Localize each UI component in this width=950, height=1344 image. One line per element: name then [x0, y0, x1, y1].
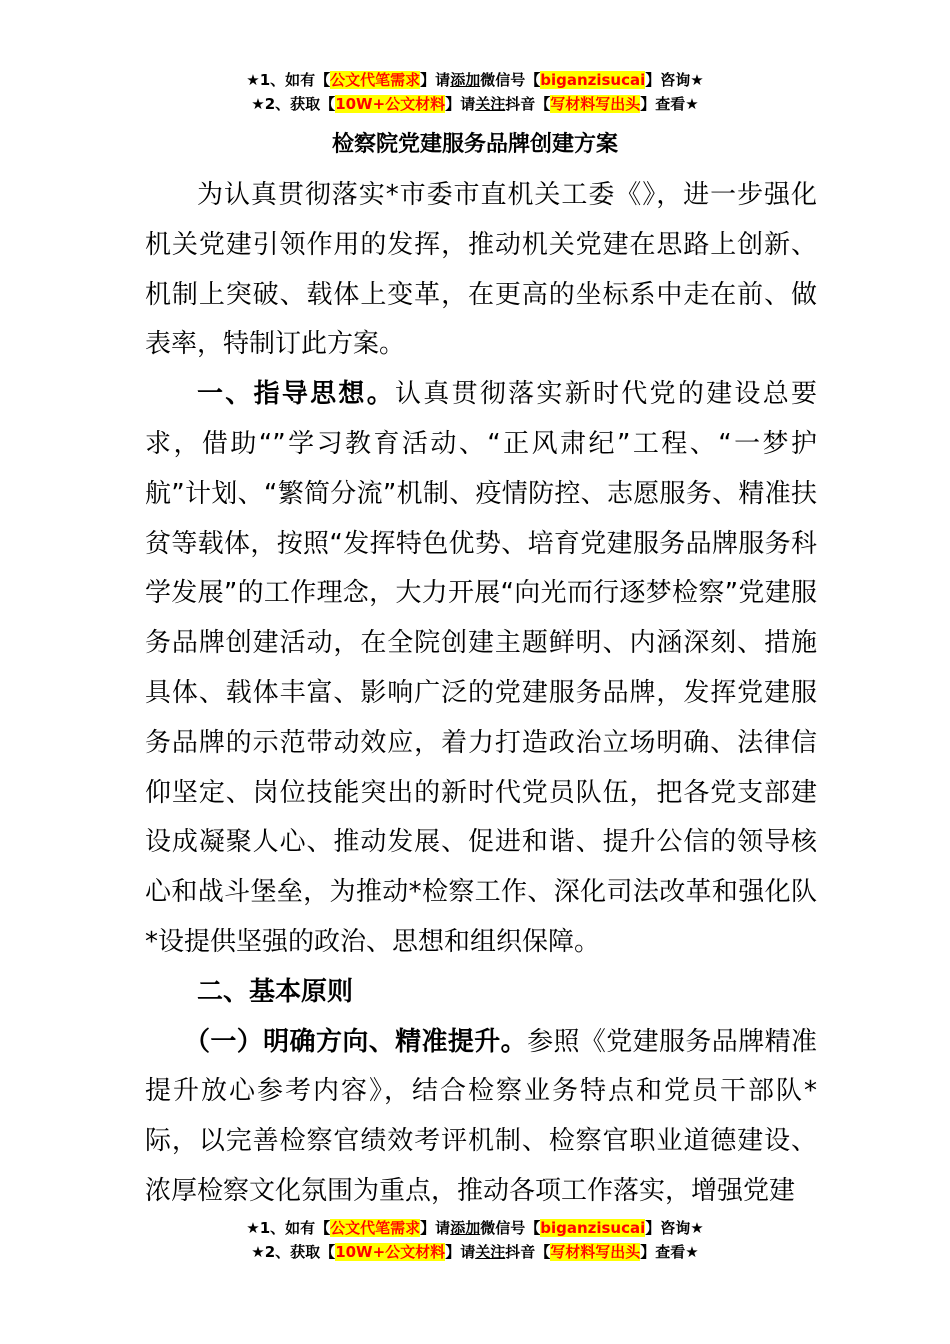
- promo-text: 】请: [420, 1219, 451, 1237]
- promo-highlight: 10W+公文材料: [335, 95, 446, 113]
- promo-text: ★2、获取【: [251, 1243, 336, 1261]
- intro-paragraph: 为认真贯彻落实*市委市直机关工委《》，进一步强化机关党建引领作用的发挥，推动机关党建在思路上创新、机制上突破、载体上变革，在更高的坐标系中走在前、做表率，特制订此方案。: [145, 180, 817, 360]
- promo-text: 】请: [445, 1243, 476, 1261]
- promo-highlight: 10W+公文材料: [335, 1243, 446, 1261]
- section-1-paragraph: [145, 370, 817, 968]
- promo-text: 微信号【: [480, 1219, 541, 1237]
- promo-line-1: [0, 1216, 950, 1240]
- section-2-heading: 二、基本原则: [197, 976, 354, 1007]
- section-1-text: 认真贯彻落实新时代党的建设总要求，借助“”学习教育活动、“正风肃纪”工程、“一梦护航”计划、“繁简分流”机制、疫情防控、志愿服务、精准扶贫等载体，按照“发挥特色优势、培育党建服务品牌服务科学发展”的工作理念，大力开展“向光而行逐梦检察”党建服务品牌创建活动，在全院创建主题鲜明、内涵深刻、措施具体、载体丰富、影响广泛的党建服务品牌，发挥党建服务品牌的示范带动效应，着力打造政治立场明确、法律信仰坚定、岗位技能突出的新时代党员队伍，把各党支部建设成凝聚人心、推动发展、促进和谐、提升公信的领导核心和战斗堡垒，为推动*检察工作、深化司法改革和强化队*设提供坚强的政治、思想和组织保障。: [145, 379, 817, 957]
- promo-wechat-id: biganzisucai: [540, 1219, 646, 1237]
- promo-text: 抖音【: [505, 1243, 551, 1261]
- promo-text: ★1、如有【: [246, 1219, 331, 1237]
- document-title: 检察院党建服务品牌创建方案: [331, 132, 618, 157]
- promo-text: 】咨询★: [645, 1219, 704, 1237]
- promo-banner-bottom: [0, 1216, 950, 1264]
- promo-highlight: 公文代笔需求: [330, 71, 421, 89]
- promo-text: 】请: [445, 95, 476, 113]
- promo-underline: 关注: [475, 1243, 506, 1261]
- promo-highlight: 公文代笔需求: [330, 1219, 421, 1237]
- promo-text: ★1、如有【: [246, 71, 331, 89]
- promo-text: 】查看★: [640, 1243, 699, 1261]
- promo-wechat-id: biganzisucai: [540, 71, 646, 89]
- section-1-heading: 一、指导思想。: [197, 379, 395, 410]
- promo-text: 抖音【: [505, 95, 551, 113]
- promo-line-2: [0, 92, 950, 116]
- promo-line-2: [0, 1240, 950, 1264]
- promo-douyin-id: 写材料写出头: [550, 95, 641, 113]
- subsection-1-heading: （一）明确方向、精准提升。: [184, 1026, 528, 1057]
- promo-text: 微信号【: [480, 71, 541, 89]
- subsection-1-text: 参照《党建服务品牌精准提升放心参考内容》，结合检察业务特点和党员干部队*际，以完善检察官绩效考评机制、检察官职业道德建设、浓厚检察文化氛围为重点，推动各项工作落实，增强党建: [145, 1026, 817, 1206]
- promo-underline: 添加: [450, 1219, 481, 1237]
- promo-underline: 添加: [450, 71, 481, 89]
- promo-underline: 关注: [475, 95, 506, 113]
- promo-line-1: [0, 68, 950, 92]
- promo-text: ★2、获取【: [251, 95, 336, 113]
- promo-text: 】查看★: [640, 95, 699, 113]
- promo-text: 】请: [420, 71, 451, 89]
- promo-text: 】咨询★: [645, 71, 704, 89]
- promo-douyin-id: 写材料写出头: [550, 1243, 641, 1261]
- subsection-1-paragraph: [145, 1018, 817, 1217]
- document-body: [145, 171, 817, 1217]
- promo-banner-top: [0, 68, 950, 116]
